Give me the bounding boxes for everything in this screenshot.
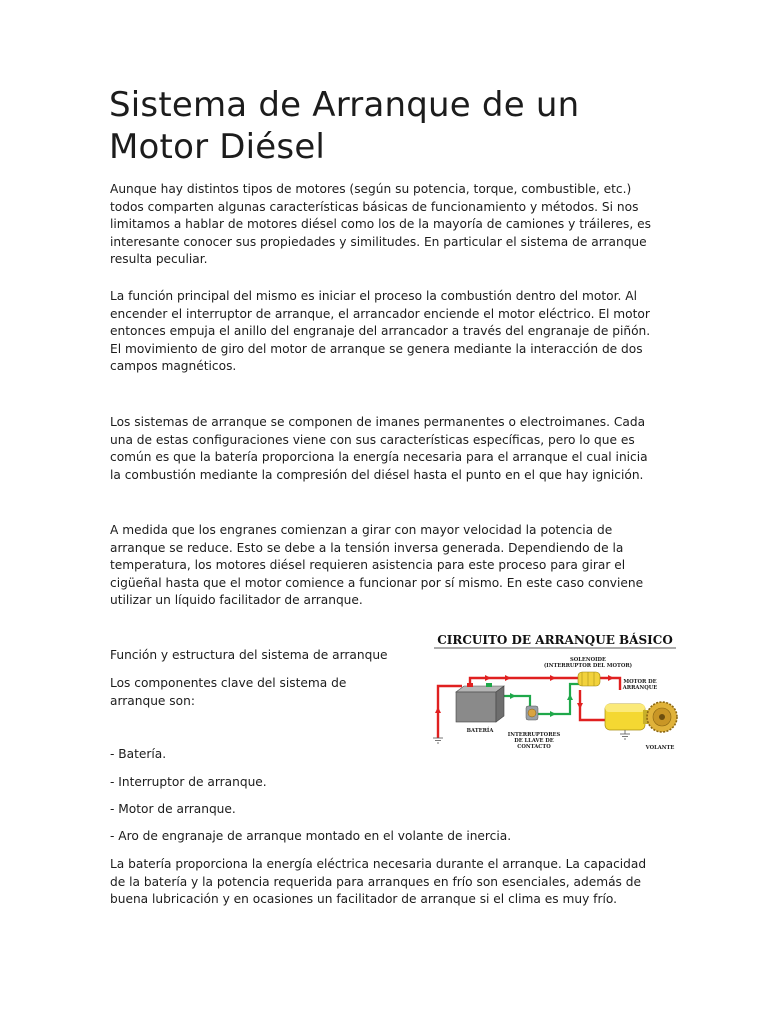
paragraph-function: La función principal del mismo es iniciar el proceso la combustión dentro del motor. Al encender el interruptor de arranque, el arrancador enciende el motor eléctrico. El motor entonces empuja el anillo del engranaje del arrancador a través del engranaje de piñón. El movimiento de giro del motor de arranque se genera mediante la interacción de dos campos magnéticos.: [110, 289, 651, 374]
starter-circuit-diagram: [430, 628, 680, 763]
component-item: - Interruptor de arranque.: [110, 775, 267, 789]
paragraph-gears: A medida que los engranes comienzan a girar con mayor velocidad la potencia de arranque se reduce. Esto se debe a la tensión inversa generada. Dependiendo de la temperatura, los motores diésel requieren asistencia para este proceso para girar el cigüeñal hasta que el motor comience a funcionar por sí mismo. En este caso conviene utilizar un líquido facilitador de arranque.: [110, 523, 644, 608]
component-item: - Motor de arranque.: [110, 802, 236, 816]
document-title: Sistema de Arranque de un Motor Diésel: [109, 85, 580, 167]
label-solenoide: SOLENOIDE: [569, 657, 607, 663]
starter-motor-icon: [605, 704, 651, 730]
component-item: - Batería.: [110, 747, 167, 761]
label-bateria: BATERÍA: [466, 728, 494, 734]
ignition-switch-icon: [526, 706, 538, 720]
solenoid-icon: [578, 672, 600, 686]
label-motor-1: MOTOR DE: [623, 679, 657, 685]
circuit-diagram-svg: [430, 628, 680, 763]
diagram-title: CIRCUITO DE ARRANQUE BÁSICO: [437, 633, 673, 647]
paragraph-systems: Los sistemas de arranque se componen de imanes permanentes o electroimanes. Cada una de estas configuraciones viene con sus características específicas, pero lo que es común es que la batería proporciona la energía necesaria para el arranque el cual inicia la combustión mediante la compresión del diésel hasta el punto en el que hay ignición.: [110, 415, 648, 482]
label-interruptor-3: CONTACTO: [517, 744, 551, 750]
paragraph-intro: Aunque hay distintos tipos de motores (según su potencia, torque, combustible, etc.) todos comparten algunas características básicas de funcionamiento y métodos. Si nos limitamos a hablar de motores diésel como los de la mayoría de camiones y tráileres, es interesante conocer sus propiedades y similitudes. En particular el sistema de arranque resulta peculiar.: [110, 182, 651, 267]
label-solenoide-sub: (INTERRUPTOR DEL MOTOR): [543, 663, 633, 669]
label-motor-2: ARRANQUE: [622, 685, 658, 691]
label-volante: VOLANTE: [645, 745, 675, 751]
component-item: - Aro de engranaje de arranque montado en el volante de inercia.: [110, 829, 512, 843]
label-interruptor-2: DE LLAVE DE: [514, 738, 554, 744]
paragraph-closing: La batería proporciona la energía eléctrica necesaria durante el arranque. La capacidad de la batería y la potencia requerida para arranques en frío son esenciales, además de buena lubricación y en ocasiones un facilitador de arranque si el clima es muy frío.: [110, 857, 647, 907]
components-intro: Los componentes clave del sistema de arranque son:: [110, 676, 347, 708]
section-heading: Función y estructura del sistema de arranque: [110, 648, 388, 662]
battery-icon: [456, 683, 504, 722]
flywheel-icon: [647, 702, 677, 732]
label-interruptor-1: INTERRUPTORES: [507, 732, 561, 738]
